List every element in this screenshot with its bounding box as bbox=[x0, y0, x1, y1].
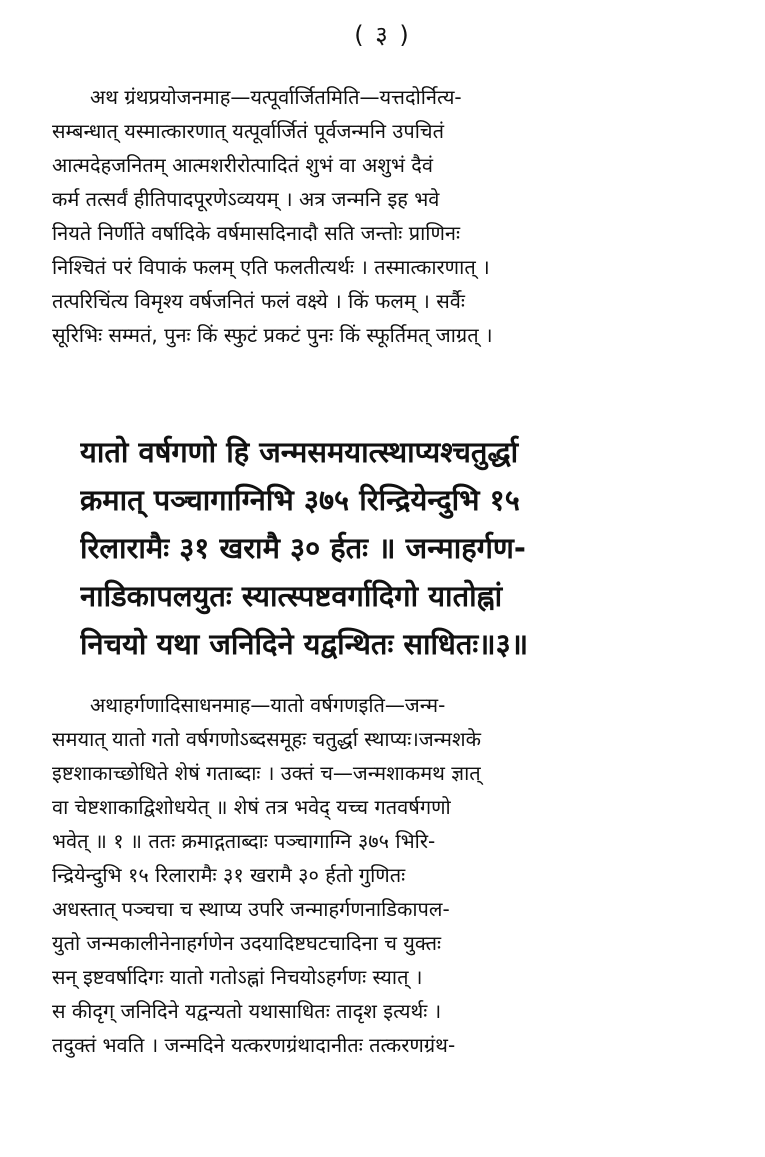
commentary-on-verse bbox=[52, 688, 752, 1062]
text-line: नियते निर्णीते वर्षादिके वर्षमासदिनादौ सति जन्तोः प्राणिनः bbox=[52, 221, 461, 245]
text-line: तदुक्तं भवति । जन्मदिने यत्करणग्रंथादानीतः तत्करणग्रंथ- bbox=[52, 1033, 456, 1057]
text-line: युतो जन्मकालीनेनाहर्गणेन उदयादिष्टघटचादिना च युक्तः bbox=[52, 931, 442, 955]
verse-line: नाडिकापलयुतः स्यात्स्पष्टवर्गादिगो यातोह्नां bbox=[80, 579, 503, 613]
page-number: ( ३ ) bbox=[354, 21, 411, 49]
verse-block bbox=[80, 428, 740, 668]
text-line: निश्चितं परं विपाकं फलम् एति फलतीत्यर्थः । तस्मात्कारणात् । bbox=[52, 255, 490, 279]
text-line: समयात् यातो गतो वर्षगणोऽब्दसमूहः चतुर्द्धा स्थाप्यः।जन्मशके bbox=[52, 727, 481, 751]
text-line: तत्परिचिंत्य विमृश्य वर्षजनितं फलं वक्ष्ये । किं फलम् । सर्वैः bbox=[52, 289, 465, 313]
text-line: सन् इष्टवर्षादिगः यातो गतोऽह्नां निचयोऽहर्गणः स्यात् । bbox=[52, 965, 423, 989]
text-line: न्द्रियेन्दुभि १५ रिलारामैः ३१ खरामै ३० र्हतो गुणितः bbox=[52, 863, 406, 887]
text-line: अथ ग्रंथप्रयोजनमाह—यत्पूर्वार्जितमिति—यत्तदोर्नित्य- bbox=[90, 85, 462, 109]
text-line: वा चेष्टशाकाद्विशोधयेत् ॥ शेषं तत्र भवेद् यच्च गतवर्षगणो bbox=[52, 795, 451, 819]
text-line: अथाहर्गणादिसाधनमाह—यातो वर्षगणइति—जन्म- bbox=[90, 693, 446, 717]
text-line: स कीदृग् जनिदिने यद्वन्यतो यथासाधितः तादृश इत्यर्थः । bbox=[52, 999, 442, 1023]
verse-line: क्रमात् पञ्चागाग्निभि ३७५ रिन्द्रियेन्दुभि १५ bbox=[80, 483, 520, 517]
text-line: अधस्तात् पञ्चचा च स्थाप्य उपरि जन्माहर्गणनाडिकापल- bbox=[52, 897, 450, 921]
text-line: भवेत् ॥ १ ॥ ततः क्रमाद्गताब्दाः पञ्चागाग्नि ३७५ भिरि- bbox=[52, 829, 436, 853]
text-line: सम्बन्धात् यस्मात्कारणात् यत्पूर्वार्जितं पूर्वजन्मनि उपचितं bbox=[52, 119, 444, 143]
text-line: आत्मदेहजनितम् आत्मशरीरोत्पादितं शुभं वा अशुभं दैवं bbox=[52, 153, 434, 177]
verse-line: रिलारामैः ३१ खरामै ३० र्हतः ॥ जन्माहर्गण- bbox=[80, 531, 526, 565]
verse-line: निचयो यथा जनिदिने यद्वन्थितः साधितः॥३॥ bbox=[80, 627, 529, 661]
text-line: सूरिभिः सम्मतं, पुनः किं स्फुटं प्रकटं पुनः किं स्फूर्तिमत् जाग्रत् । bbox=[52, 323, 493, 347]
text-line: इष्टशाकाच्छोधिते शेषं गताब्दाः । उक्तं च—जन्मशाकमथ ज्ञात् bbox=[52, 761, 481, 785]
verse-line: यातो वर्षगणो हि जन्मसमयात्स्थाप्यश्चतुर्द्धा bbox=[80, 435, 519, 469]
text-line: कर्म तत्सर्वं हीतिपादपूरणेऽव्ययम् । अत्र जन्मनि इह भवे bbox=[52, 187, 440, 211]
commentary-intro bbox=[52, 80, 752, 352]
